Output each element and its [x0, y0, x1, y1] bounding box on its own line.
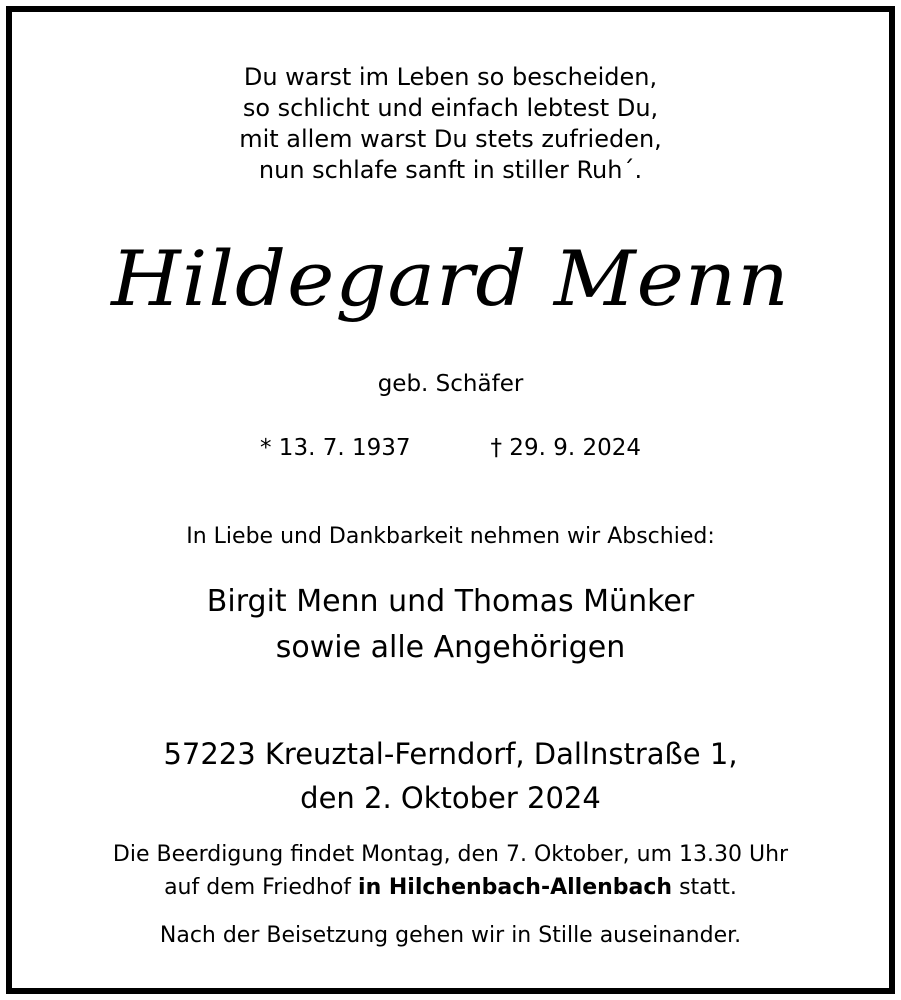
mourners: [12, 579, 889, 671]
poem-line: mit allem warst Du stets zufrieden,: [239, 125, 662, 153]
poem: [12, 62, 889, 186]
obituary-frame: [6, 6, 895, 994]
closing-note: Nach der Beisetzung gehen wir in Stille auseinander.: [159, 923, 742, 948]
funeral-location-prefix: auf dem Friedhof: [164, 875, 359, 900]
funeral-time: Die Beerdigung findet Montag, den 7. Oktober, um 13.30 Uhr: [112, 842, 789, 867]
life-dates: [12, 432, 889, 464]
deceased-name: Hildegard Menn: [111, 234, 790, 323]
death-date: † 29. 9. 2024: [490, 435, 641, 461]
mourners-line: Birgit Menn und Thomas Münker: [206, 584, 695, 619]
funeral-info: [12, 838, 889, 904]
address-date: den 2. Oktober 2024: [300, 781, 601, 815]
address: [12, 732, 889, 820]
funeral-location-suffix: statt.: [672, 875, 737, 900]
poem-line: nun schlafe sanft in stiller Ruh´.: [258, 156, 643, 184]
birth-name: geb. Schäfer: [377, 371, 524, 397]
farewell-text: In Liebe und Dankbarkeit nehmen wir Abschied:: [186, 524, 715, 549]
funeral-location: in Hilchenbach-Allenbach: [358, 875, 673, 900]
address-line: 57223 Kreuztal-Ferndorf, Dallnstraße 1,: [163, 737, 738, 771]
birth-date: * 13. 7. 1937: [260, 435, 411, 461]
poem-line: Du warst im Leben so bescheiden,: [243, 63, 658, 91]
poem-line: so schlicht und einfach lebtest Du,: [242, 94, 659, 122]
funeral-location-line: [12, 871, 889, 904]
mourners-line: sowie alle Angehörigen: [275, 630, 626, 665]
